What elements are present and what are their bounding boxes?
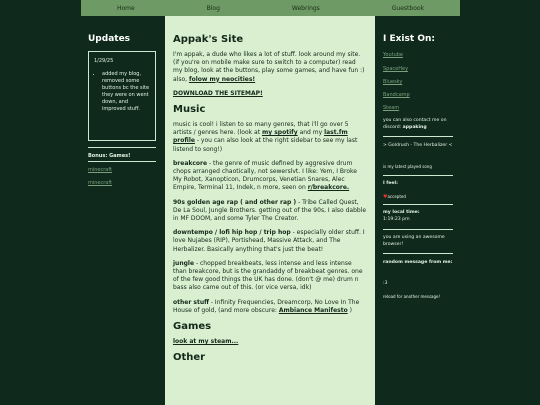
sitemap-paragraph: [173, 90, 367, 98]
random-message-value: :3: [383, 281, 388, 286]
divider: [383, 136, 453, 137]
breakcore-subreddit-link[interactable]: r/breakcore.: [307, 184, 350, 192]
updates-box[interactable]: [88, 51, 156, 141]
last-played-caption: is my latest played song: [383, 164, 432, 169]
other-heading: Other: [173, 352, 206, 364]
rap-paragraph: 90s golden age rap ( and other rap ) - Tribe Called Quest, De La Soul, Jungle Brothers. getting out of the 90s, I also dabble in MF DOOM, and some Tyler The Creator.: [173, 198, 367, 223]
nav-webrings-link[interactable]: Webrings: [291, 4, 320, 12]
bandcamp-link[interactable]: Bandcamp: [383, 92, 410, 98]
jungle-paragraph: jungle - chopped breakbeats, less intense and less intense than breakcore, but is the grandaddy of breakbeat genres. one of the few good things the UK has done. (don't @ me) drum n bass also came out of this. (or vice versa, idk): [173, 259, 363, 292]
nav-home-link[interactable]: Home: [116, 4, 135, 12]
update-item: • added my blog, removed some buttons bc the site they were on went down, and improved stuff.: [102, 71, 150, 113]
games-heading: Games: [173, 321, 212, 333]
game-link-minecraft[interactable]: minecraft: [88, 167, 113, 173]
nav-guestbook-link[interactable]: Guestbook: [391, 4, 425, 12]
sitemap-download-link[interactable]: DOWNLOAD THE SITEMAP!: [173, 89, 263, 97]
steam-profile-link[interactable]: Steam: [383, 105, 400, 111]
bonus-games-heading: Bonus: Games!: [88, 153, 131, 159]
update-list: [94, 71, 150, 113]
discord-contact: you can also contact me on discord: appaking: [383, 118, 447, 130]
right-sidebar: [375, 16, 460, 405]
left-sidebar: [81, 16, 165, 405]
local-time-value: 1:19:23 pm: [383, 217, 410, 222]
updates-heading: Updates: [88, 34, 131, 44]
heart-icon: ♥: [383, 194, 388, 200]
nav-blog-link[interactable]: Blog: [206, 4, 220, 12]
intro-paragraph: I'm appak, a dude who likes a lot of stuff. look around my site. (if you're on mobile make sure to switch to a computer) read my blog, look at the buttons, play some games, and have fun :) also, folow my neocities!: [173, 51, 365, 83]
last-played-song: > Goldrush - The Herbalizer <: [383, 143, 453, 148]
spotify-link[interactable]: my spotify: [261, 129, 298, 137]
top-nav: [81, 0, 460, 17]
random-message-label: random message from me:: [383, 260, 453, 265]
game-link-minecraft-2[interactable]: minecraft: [88, 180, 113, 186]
feel-label: I feel:: [383, 181, 398, 186]
music-heading: Music: [173, 104, 206, 116]
main-content: [165, 16, 375, 405]
steam-paragraph: [173, 338, 367, 346]
divider: [383, 204, 453, 205]
browser-message: you are using an awesome browser!: [383, 235, 445, 247]
steam-link[interactable]: look at my steam...: [173, 338, 239, 346]
lastfm-link[interactable]: last.fm profile: [173, 129, 348, 145]
divider: [383, 229, 453, 230]
page-title: Appak's Site: [173, 34, 244, 45]
update-date: 1/29/25: [94, 58, 114, 64]
exist-on-heading: I Exist On:: [383, 34, 435, 44]
youtube-link[interactable]: Youtube: [383, 52, 403, 58]
bluesky-link[interactable]: Bluesky: [383, 79, 403, 85]
divider: [88, 147, 156, 148]
downtempo-paragraph: downtempo / lofi hip hop / trip hop - especially older stuff. I love Nujabes (RIP), Portishead, Massive Attack, and The Herbalizer. Basically anything that's just the beat!: [173, 229, 365, 253]
divider: [383, 175, 453, 176]
spacehey-link[interactable]: SpaceHey: [383, 66, 409, 72]
breakcore-paragraph: breakcore - the genre of music defined by aggresive drum chops arranged chaotically, not sewerslvt. I like: Yem, I Broke My Robot, Xanopticon, Drumcorps, Venetian Snares, Alec Empire, Terminal 11, Indek, n more, seen on r/breakcore.: [173, 159, 357, 192]
local-time-label: my local time:: [383, 210, 420, 215]
divider: [88, 161, 156, 162]
neocities-follow-link[interactable]: folow my neocities!: [188, 75, 256, 83]
feel-status: ♥accepted: [383, 194, 406, 200]
ambiance-manifesto-link[interactable]: Ambiance Manifesto: [278, 306, 348, 314]
reload-hint: reload for another message!: [383, 294, 441, 299]
divider: [383, 253, 453, 254]
music-intro: music is cool! i listen to so many genres, that i'll go over 5 artists / genres here. (look at my spotify and my last.fm profile - you can also look at the right sidebar to see my last listend to song!): [173, 121, 358, 153]
discord-username: appaking: [402, 124, 427, 130]
other-music-paragraph: other stuff - Infinity Frequencies, Dreamcorp, No Love In The House of gold, (and more obscure: Ambiance Manifesto ): [173, 298, 360, 314]
